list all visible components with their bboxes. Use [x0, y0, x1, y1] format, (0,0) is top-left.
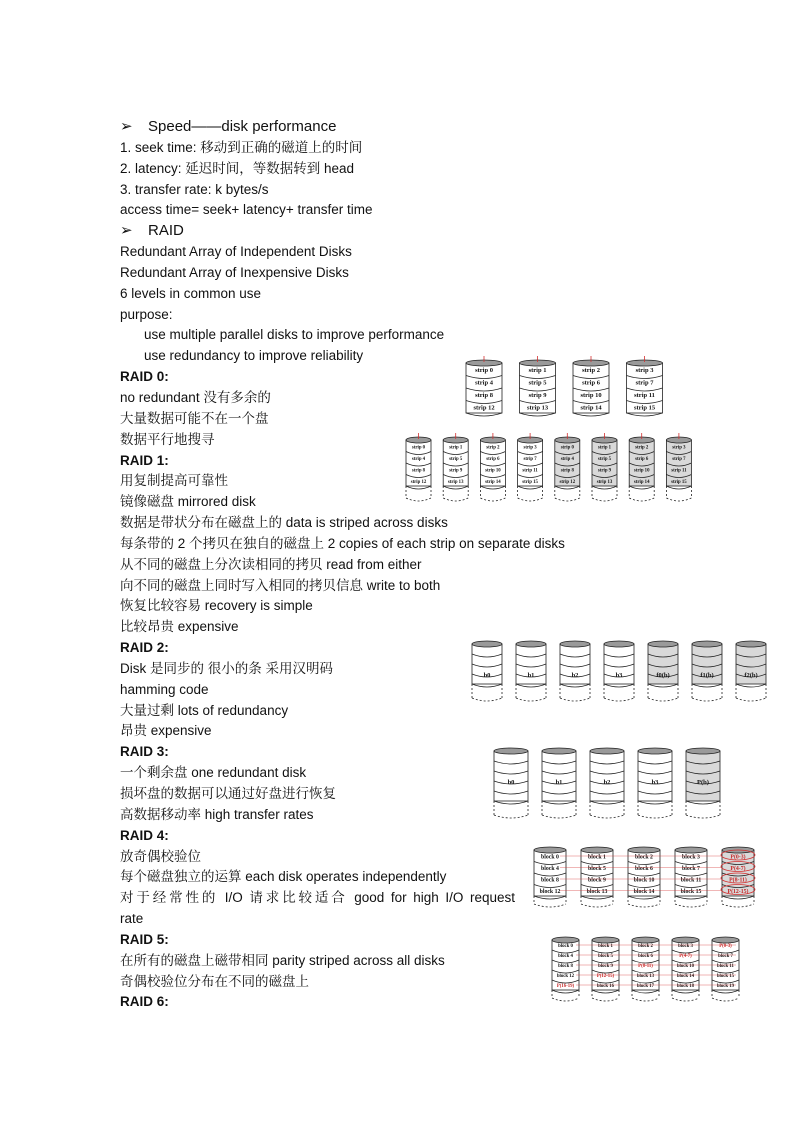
disk-row-label: strip 5 — [528, 379, 547, 387]
disk-row-label: strip 8 — [560, 468, 574, 474]
disk-row-label: block 15 — [680, 888, 702, 895]
raid1-disk — [406, 433, 431, 501]
disk-row-label: strip 4 — [475, 379, 493, 387]
raid1-disk — [629, 433, 654, 501]
raid3-disk-label: P(b) — [697, 779, 709, 786]
disk-row-label: block 0 — [558, 944, 573, 950]
arrow-bullet-icon: ➢ — [120, 222, 133, 240]
raid1-figure — [402, 432, 702, 515]
disk-row-label: strip 15 — [522, 479, 538, 485]
section-heading: RAID 4: — [120, 827, 169, 843]
disk-row-label: strip 15 — [633, 404, 656, 412]
disk-row-label: strip 6 — [635, 456, 649, 462]
raid5-disk — [552, 937, 579, 1001]
raid1-disk — [666, 433, 691, 501]
disk-row-label: block 16 — [596, 984, 615, 990]
raid2-disk-label: f0(b) — [656, 672, 670, 679]
raid5-disk — [672, 937, 699, 1001]
disk-row-label: block 3 — [682, 854, 700, 861]
section-heading: RAID 5: — [120, 931, 169, 947]
raid1-disk — [518, 433, 543, 501]
raid3-disk — [542, 748, 576, 818]
text-line: rate — [120, 911, 144, 927]
raid3-disk — [494, 748, 528, 818]
section-heading: RAID 3: — [120, 744, 169, 760]
disk-row-label: strip 12 — [473, 404, 495, 412]
disk-row-label: block 10 — [633, 877, 655, 884]
disk-row-label: strip 0 — [475, 367, 493, 374]
disk-row-label: block 14 — [633, 888, 655, 895]
raid2-disk — [604, 641, 634, 701]
disk-row-label: block 15 — [716, 974, 735, 980]
text-line: 每条带的 2 个拷贝在独自的磁盘上 2 copies of each strip on separate disks — [120, 535, 565, 551]
disk-row-label: block 9 — [588, 877, 606, 884]
disk-row-label: block 1 — [588, 854, 606, 861]
disk-row-label: strip 5 — [449, 456, 463, 462]
text-line: no redundant 没有多余的 — [120, 389, 271, 405]
text-line: 损坏盘的数据可以通过好盘进行恢复 — [120, 786, 336, 801]
bullet-heading: ➢ RAID — [120, 221, 520, 242]
disk-row-label: P(4-7) — [730, 865, 746, 872]
text-line: 昂贵 expensive — [120, 723, 212, 739]
raid1-disk — [555, 433, 580, 501]
section-heading: RAID 2: — [120, 640, 169, 656]
disk-row-label: block 2 — [638, 944, 653, 950]
raid2-disk-label: f1(b) — [700, 672, 714, 679]
raid5-disk — [592, 937, 619, 1001]
text-line: 3. transfer rate: k bytes/s — [120, 181, 269, 197]
raid2-disk-label: b3 — [615, 672, 623, 679]
raid1-disk — [443, 433, 468, 501]
raid3-disk-label: b1 — [555, 779, 563, 786]
disk-row-label: block 3 — [678, 944, 693, 950]
text-line: 大量过剩 lots of redundancy — [120, 702, 289, 718]
raid2-disk — [472, 641, 502, 701]
disk-row-label: strip 14 — [580, 404, 602, 412]
raid2-disk — [516, 641, 546, 701]
text-line: 2. latency: 延迟时间，等数据转到 head — [120, 160, 355, 176]
raid5-disk — [712, 937, 739, 1001]
text-line: 每个磁盘独立的运算 each disk operates independently — [120, 869, 447, 885]
disk-row-label: strip 2 — [582, 367, 600, 374]
disk-row-label: strip 13 — [596, 479, 613, 485]
raid2-disk-label: b2 — [571, 672, 579, 679]
text-line: 从不同的磁盘上分次读相同的拷贝 read from either — [120, 556, 422, 572]
disk-row-label: block 6 — [638, 954, 653, 960]
raid3-disk — [686, 748, 720, 818]
disk-row-label: strip 13 — [526, 404, 549, 412]
disk-row-label: strip 9 — [528, 392, 547, 399]
text-line: 在所有的磁盘上磁带相同 parity striped across all disks — [120, 952, 445, 968]
disk-row-label: strip 8 — [411, 468, 426, 474]
disk-row-label: strip 12 — [559, 479, 576, 485]
raid0-figure — [460, 354, 670, 429]
raid3-figure — [490, 744, 740, 829]
disk-row-label: strip 4 — [411, 456, 426, 462]
disk-row-label: P(0-3) — [719, 944, 732, 950]
disk-row-label: P(16-19) — [556, 984, 575, 990]
disk-row-label: block 7 — [718, 954, 733, 960]
disk-row-label: block 14 — [676, 974, 695, 980]
raid5-disk — [632, 937, 659, 1001]
disk-row-label: strip 14 — [633, 479, 650, 485]
raid3-disk-label: b0 — [507, 779, 515, 786]
disk-row-label: block 12 — [539, 888, 561, 895]
text-line: Redundant Array of Independent Disks — [120, 244, 352, 260]
disk-row-label: strip 5 — [597, 456, 612, 462]
disk-row-label: strip 12 — [410, 479, 427, 485]
raid2-disk — [648, 641, 678, 701]
disk-row-label: strip 0 — [411, 445, 426, 451]
text-line: 用复制提高可靠性 — [120, 473, 228, 489]
disk-row-label: strip 7 — [635, 379, 654, 387]
disk-row-label: strip 9 — [449, 468, 463, 474]
disk-row-label: P(4-7) — [679, 954, 692, 960]
disk-row-label: block 2 — [635, 854, 653, 861]
disk-row-label: strip 1 — [528, 367, 547, 374]
raid3-disk-label: b2 — [603, 779, 611, 786]
raid4-disk — [722, 847, 754, 907]
disk-row-label: block 11 — [680, 877, 702, 884]
text-line: access time= seek+ latency+ transfer time — [120, 202, 373, 218]
disk-row-label: strip 2 — [635, 445, 649, 451]
disk-row-label: block 5 — [598, 954, 613, 960]
raid2-disk-label: b0 — [483, 672, 491, 679]
disk-row-label: block 9 — [598, 964, 613, 970]
disk-row-label: P(12-15) — [596, 974, 615, 980]
disk-row-label: strip 11 — [522, 468, 538, 474]
disk-row-label: strip 10 — [633, 468, 650, 474]
disk-row-label: block 8 — [541, 877, 559, 884]
raid2-disk — [560, 641, 590, 701]
disk-row-label: strip 3 — [635, 367, 654, 374]
raid3-disk-label: b3 — [651, 779, 659, 786]
text-line: use redundancy to improve reliability — [144, 348, 364, 364]
text-line: 数据是带状分布在磁盘上的 data is striped across disks — [120, 515, 448, 531]
text-line: 镜像磁盘 mirrored disk — [120, 494, 256, 510]
raid2-disk-label: b1 — [527, 672, 535, 679]
disk-row-label: block 19 — [716, 984, 735, 990]
disk-row-label: block 10 — [676, 964, 695, 970]
disk-row-label: strip 3 — [523, 445, 537, 451]
text-line: 比较昂贵 expensive — [120, 619, 239, 635]
text-line: Redundant Array of Inexpensive Disks — [120, 264, 349, 280]
disk-row-label: block 1 — [598, 944, 613, 950]
text-line: 大量数据可能不在一个盘 — [120, 410, 269, 426]
raid0-disk — [627, 356, 663, 416]
disk-row-label: block 13 — [636, 974, 655, 980]
raid0-disk — [466, 356, 502, 416]
disk-row-label: strip 1 — [597, 445, 612, 451]
disk-row-label: strip 10 — [580, 392, 602, 399]
disk-row-label: block 11 — [717, 964, 734, 970]
disk-row-label: strip 6 — [582, 379, 600, 387]
section-heading: RAID 0: — [120, 369, 169, 385]
disk-row-label: block 12 — [556, 974, 575, 980]
disk-row-label: block 4 — [558, 954, 573, 960]
text-line: 1. seek time: 移动到正确的磁道上的时间 — [120, 139, 363, 155]
disk-row-label: strip 7 — [523, 456, 537, 462]
disk-row-label: strip 9 — [597, 468, 612, 474]
disk-row-label: block 17 — [636, 984, 655, 990]
raid1-disk — [480, 433, 505, 501]
raid2-disk — [736, 641, 766, 701]
disk-row-label: block 18 — [676, 984, 695, 990]
raid0-disk — [520, 356, 556, 416]
section-heading: RAID 1: — [120, 452, 169, 468]
disk-row-label: strip 3 — [672, 445, 686, 451]
disk-row-label: block 7 — [682, 865, 700, 872]
disk-row-label: block 13 — [586, 888, 608, 895]
raid5-figure — [548, 932, 748, 1009]
text-line: 向不同的磁盘上同时写入相同的拷贝信息 write to both — [120, 577, 441, 593]
text-line: 数据平行地搜寻 — [120, 431, 215, 447]
disk-row-label: strip 2 — [486, 445, 500, 451]
text-line: use multiple parallel disks to improve performance — [144, 327, 445, 343]
disk-row-label: block 4 — [541, 865, 559, 872]
raid4-figure — [530, 840, 760, 917]
disk-row-label: P(0-3) — [730, 854, 746, 861]
text-line: 放奇偶校验位 — [120, 848, 201, 864]
disk-row-label: block 6 — [635, 865, 653, 872]
text-line: 高数据移动率 high transfer rates — [120, 806, 314, 822]
disk-row-label: P(8-11) — [638, 964, 653, 970]
disk-row-label: strip 8 — [475, 392, 493, 399]
section-heading: RAID 6: — [120, 994, 169, 1010]
raid1-disk — [592, 433, 617, 501]
disk-row-label: strip 6 — [486, 456, 500, 462]
disk-row-label: strip 15 — [671, 479, 687, 485]
raid3-disk — [638, 748, 672, 818]
raid2-disk-label: f2(b) — [744, 672, 758, 679]
disk-row-label: strip 13 — [447, 479, 464, 485]
raid0-disk — [573, 356, 609, 416]
bullet-heading: ➢ Speed——disk performance — [120, 117, 520, 138]
raid3-disk — [590, 748, 624, 818]
disk-row-label: block 0 — [541, 854, 559, 861]
arrow-bullet-icon: ➢ — [120, 118, 133, 135]
disk-row-label: strip 11 — [671, 468, 687, 474]
text-line: purpose: — [120, 306, 173, 322]
disk-row-label: block 8 — [558, 964, 573, 970]
disk-row-label: strip 7 — [672, 456, 686, 462]
disk-row-label: block 5 — [588, 865, 606, 872]
text-line: 奇偶校验位分布在不同的磁盘上 — [120, 973, 309, 989]
disk-row-label: strip 11 — [634, 392, 655, 399]
text-line: Disk 是同步的 很小的条 采用汉明码 — [120, 660, 334, 676]
text-line: 恢复比较容易 recovery is simple — [120, 598, 313, 614]
text-line: 对于经常性的 I/O 请求比较适合 good for high I/O request — [120, 890, 515, 906]
disk-row-label: strip 1 — [449, 445, 463, 451]
disk-row-label: P(8-11) — [729, 877, 747, 884]
disk-row-label: strip 14 — [485, 479, 501, 485]
disk-row-label: strip 10 — [485, 468, 501, 474]
text-line: 6 levels in common use — [120, 285, 262, 301]
text-line: hamming code — [120, 681, 209, 697]
text-line: 一个剩余盘 one redundant disk — [120, 765, 307, 781]
disk-row-label: strip 4 — [560, 456, 574, 462]
disk-row-label: P(12-15) — [727, 888, 749, 895]
raid2-disk — [692, 641, 722, 701]
disk-row-label: strip 0 — [560, 445, 574, 451]
raid2-figure — [468, 638, 773, 717]
